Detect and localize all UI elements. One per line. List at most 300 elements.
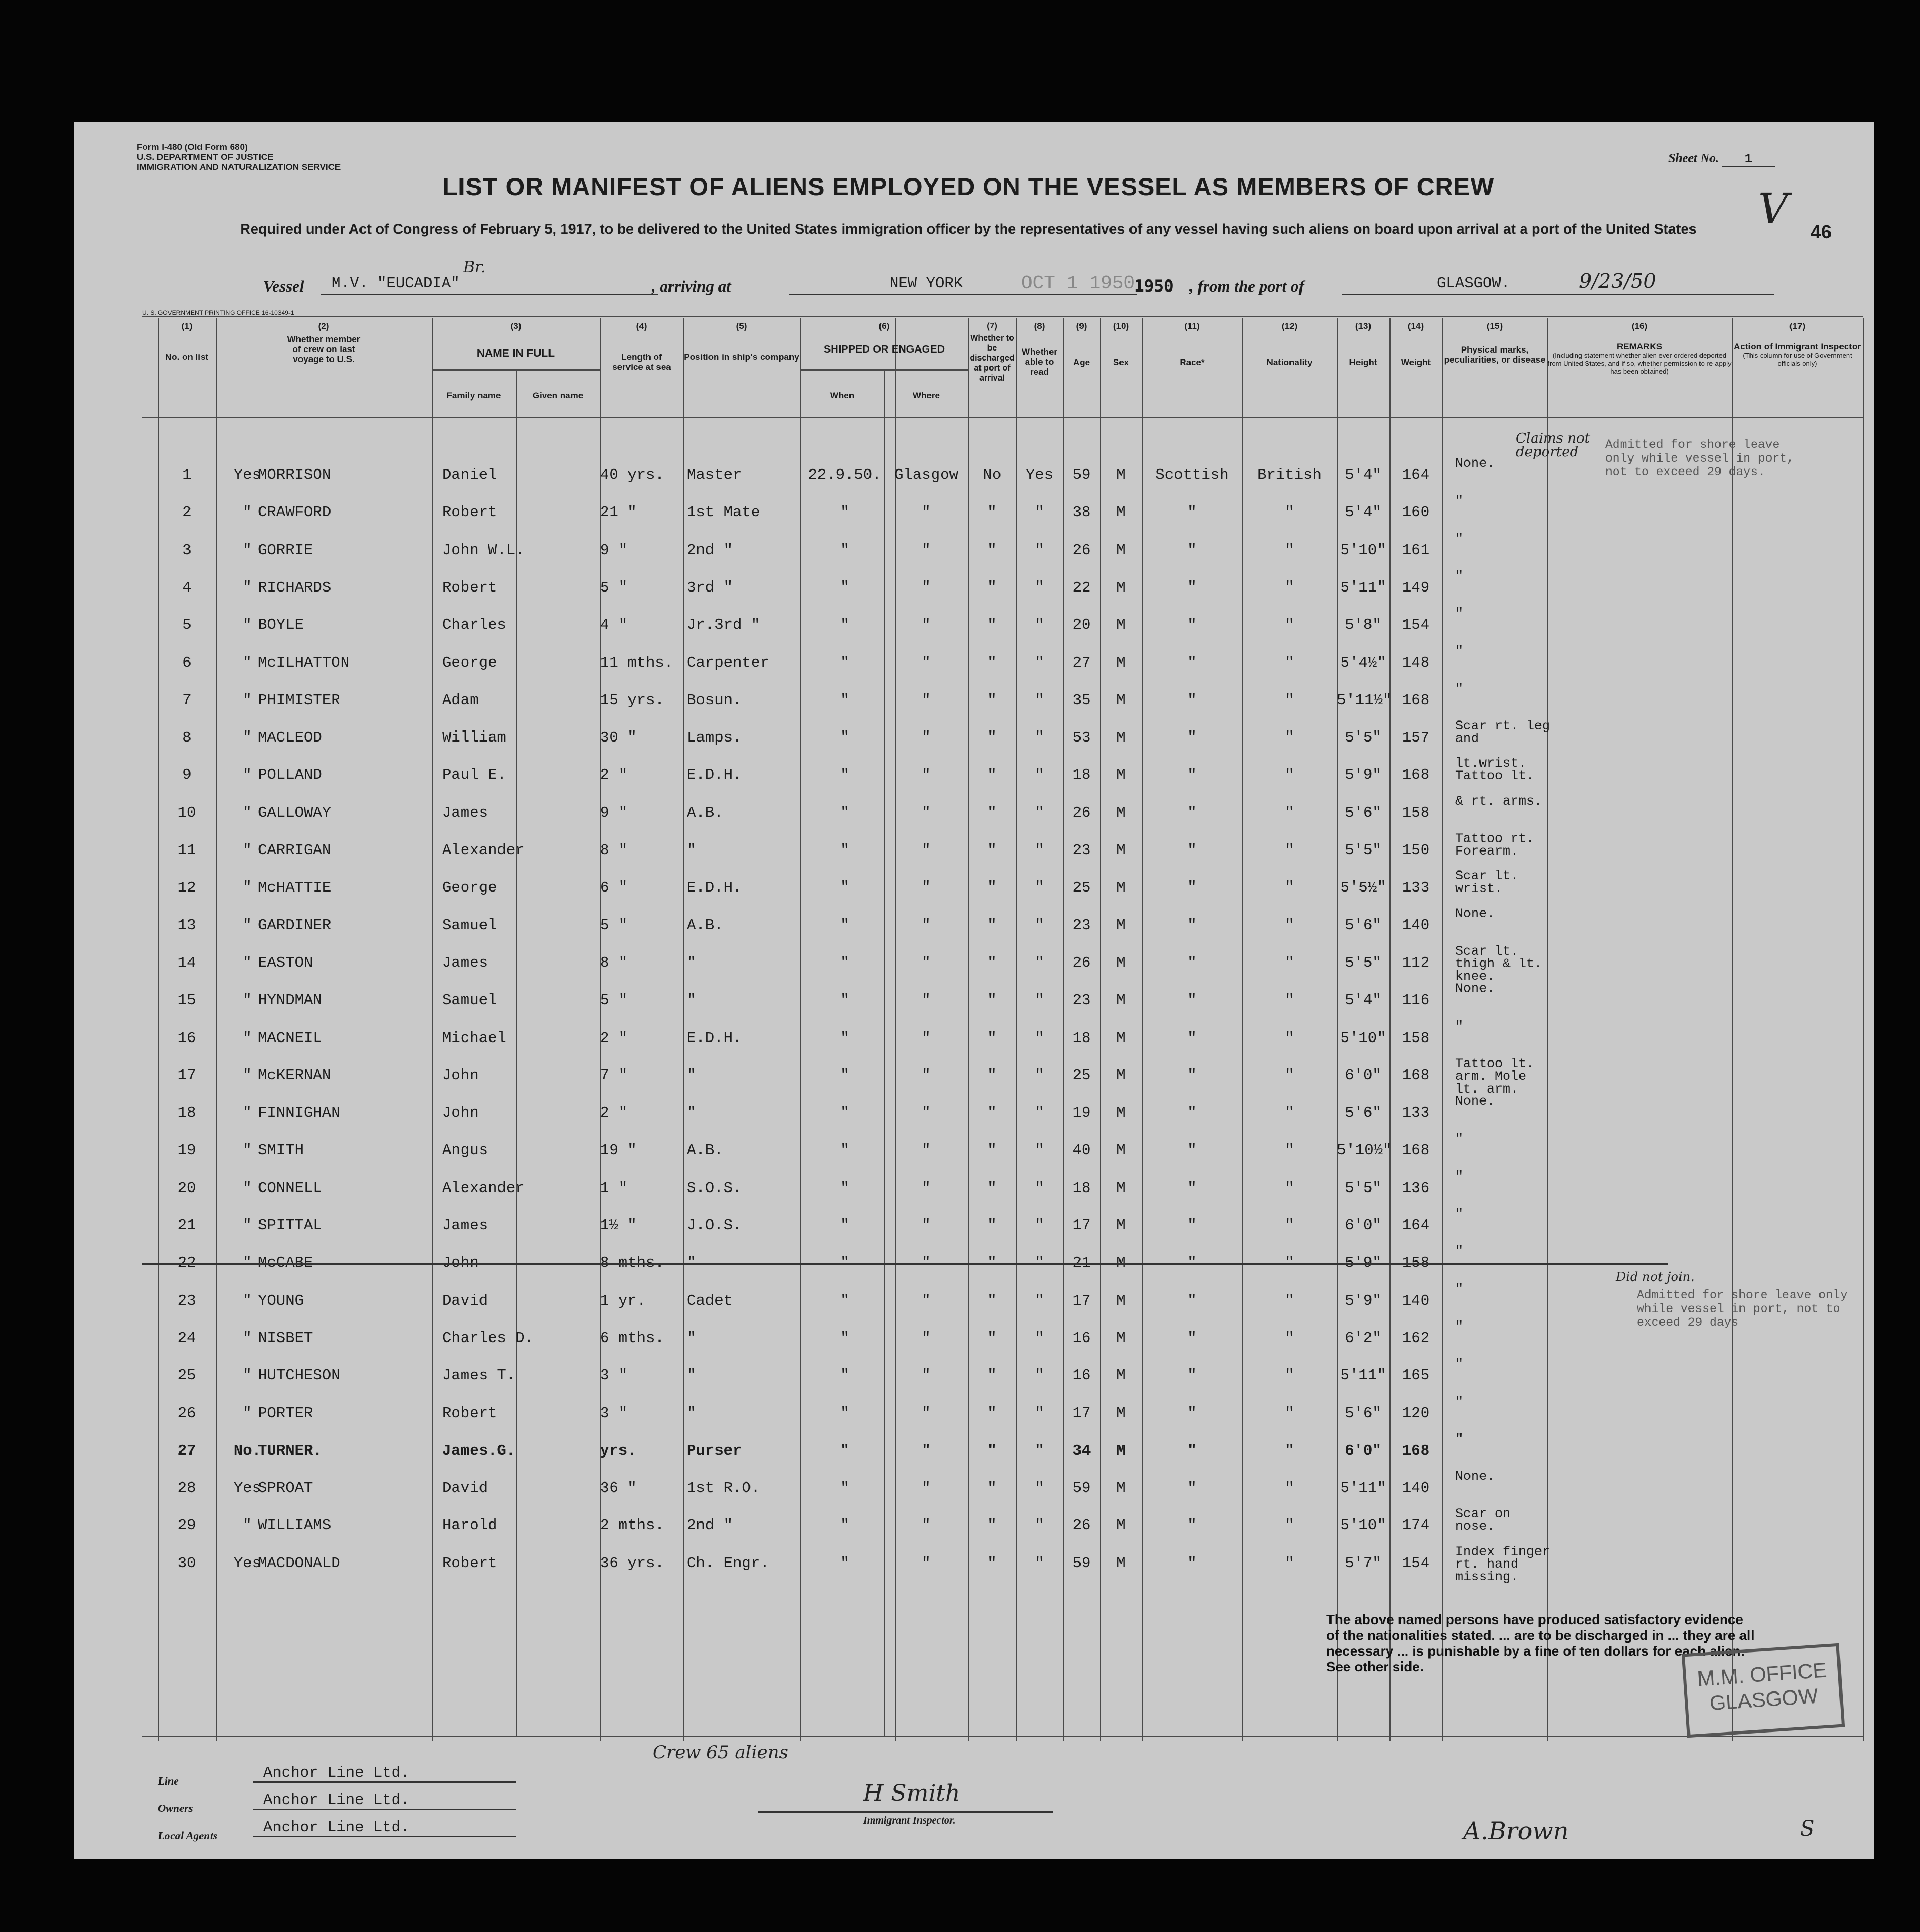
cell-physical-marks: & rt. arms. (1455, 794, 1543, 809)
cell-able-to-read: " (1035, 1292, 1044, 1309)
cell-length-of-service: 2 " (600, 766, 628, 784)
cell-sex: M (1116, 879, 1126, 896)
when-header: When (829, 391, 855, 401)
cell-physical-marks: " (1455, 1019, 1464, 1034)
cell-shipped-where: " (922, 504, 931, 521)
cell-discharged: " (987, 692, 997, 709)
cell-row-number: 23 (177, 1292, 196, 1309)
cell-age: 26 (1072, 1517, 1091, 1534)
cell-height: 5'10" (1340, 1517, 1386, 1534)
cell-row-number: 4 (182, 579, 192, 596)
cell-discharged: " (987, 542, 997, 559)
cell-weight: 168 (1402, 1142, 1430, 1159)
col-3-number: (3) (510, 321, 522, 331)
cell-shipped-when: " (840, 804, 849, 822)
cell-shipped-where: " (922, 1405, 931, 1422)
col-7-number: (7) (987, 322, 997, 331)
cell-shipped-when: " (840, 1555, 849, 1572)
cell-shipped-where: " (922, 692, 931, 709)
cell-nationality: " (1285, 1442, 1294, 1459)
form-identifier (137, 142, 341, 172)
col-15-header: Physical marks, peculiarities, or disease (1444, 345, 1546, 365)
cell-physical-marks: None. (1455, 456, 1495, 471)
cell-height: 5'4" (1345, 466, 1382, 484)
cell-race: " (1187, 1217, 1197, 1234)
cell-race: " (1187, 954, 1197, 972)
cell-shipped-when: " (840, 917, 849, 934)
cell-nationality: " (1285, 1367, 1294, 1384)
header-bottom-rule (142, 417, 1863, 418)
cell-length-of-service: 2 mths. (600, 1517, 664, 1534)
cell-position: Carpenter (687, 654, 769, 672)
vessel-name: M.V. "EUCADIA" (321, 275, 658, 295)
cell-family-name: PHIMISTER (258, 692, 341, 709)
document-title: LIST OR MANIFEST OF ALIENS EMPLOYED ON THE VESSEL AS MEMBERS OF CREW (442, 173, 1495, 201)
corner-mark: S (1800, 1817, 1815, 1841)
col-divider (1442, 318, 1443, 1741)
cell-last-voyage: " (243, 954, 252, 972)
cell-height: 5'7" (1345, 1555, 1382, 1572)
col-13-number: (13) (1355, 321, 1372, 331)
cell-length-of-service: 36 yrs. (600, 1555, 664, 1572)
cell-physical-marks: " (1455, 606, 1464, 621)
cell-last-voyage: " (243, 729, 252, 746)
col-9-number: (9) (1076, 321, 1087, 331)
cell-race: " (1187, 654, 1197, 672)
row-22-strikethrough (142, 1263, 1668, 1265)
cell-length-of-service: 4 " (600, 616, 628, 634)
cell-nationality: " (1285, 766, 1294, 784)
cell-row-number: 13 (177, 917, 196, 934)
cell-weight: 168 (1402, 1067, 1430, 1084)
cell-weight: 168 (1402, 692, 1430, 709)
cell-sex: M (1116, 504, 1126, 521)
cell-given-name: Robert (442, 579, 497, 596)
cell-weight: 133 (1402, 879, 1430, 896)
cell-given-name: Samuel (442, 917, 497, 934)
cell-shipped-where: " (922, 616, 931, 634)
agents-label: Local Agents (158, 1829, 217, 1842)
cell-discharged: " (987, 654, 997, 672)
col-divider (1863, 318, 1864, 1741)
cell-nationality: " (1285, 1104, 1294, 1122)
cell-given-name: James.G. (442, 1442, 516, 1459)
cell-race: " (1187, 842, 1197, 859)
cell-nationality: " (1285, 692, 1294, 709)
cell-able-to-read: " (1035, 504, 1044, 521)
cell-row-number: 7 (182, 692, 192, 709)
cell-physical-marks: Scar rt. leg and (1455, 718, 1551, 746)
cell-physical-marks: " (1455, 568, 1464, 584)
service-name: IMMIGRATION AND NATURALIZATION SERVICE (137, 162, 341, 172)
where-header: Where (913, 391, 940, 401)
cell-shipped-where: " (922, 1292, 931, 1309)
cell-weight: 168 (1402, 766, 1430, 784)
col-3-header: NAME IN FULL (476, 347, 555, 359)
col-11-number: (11) (1184, 321, 1200, 331)
cell-shipped-when: " (840, 1442, 849, 1459)
cell-nationality: " (1285, 542, 1294, 559)
cell-last-voyage: " (243, 1517, 252, 1534)
cell-shipped-where: " (922, 1104, 931, 1122)
cell-shipped-when: " (840, 1067, 849, 1084)
cell-shipped-when: " (840, 1254, 849, 1272)
cell-given-name: Robert (442, 504, 497, 521)
cell-nationality: " (1285, 1292, 1294, 1309)
cell-family-name: CARRIGAN (258, 842, 332, 859)
remarks-handwritten-row-22: Did not join. (1616, 1269, 1695, 1284)
family-name-header: Family name (446, 391, 501, 401)
cell-position: A.B. (687, 917, 724, 934)
cell-last-voyage: " (243, 1179, 252, 1197)
crew-count-note: Crew 65 aliens (653, 1742, 788, 1763)
cell-weight: 168 (1402, 1442, 1430, 1459)
cell-nationality: " (1285, 1254, 1294, 1272)
arrival-date-stamp: OCT 1 1950 (1021, 273, 1135, 294)
cell-shipped-when: " (840, 1029, 849, 1047)
cell-row-number: 5 (182, 616, 192, 634)
cell-physical-marks: Scar lt. thigh & lt. knee. (1455, 944, 1543, 984)
cell-sex: M (1116, 842, 1126, 859)
cell-race: " (1187, 542, 1197, 559)
cell-shipped-when: " (840, 1405, 849, 1422)
cell-last-voyage: " (243, 1029, 252, 1047)
col-divider (1732, 318, 1733, 1741)
cell-race: " (1187, 992, 1197, 1009)
cell-discharged: " (987, 842, 997, 859)
col-16-header: REMARKS (1617, 342, 1662, 352)
cell-given-name: Adam (442, 692, 479, 709)
cell-age: 34 (1072, 1442, 1091, 1459)
cell-family-name: HUTCHESON (258, 1367, 341, 1384)
cell-shipped-when: " (840, 992, 849, 1009)
cell-age: 26 (1072, 804, 1091, 822)
cell-nationality: " (1285, 879, 1294, 896)
cell-physical-marks: " (1455, 1169, 1464, 1184)
cell-shipped-where: " (922, 1367, 931, 1384)
cell-position: " (687, 1067, 696, 1084)
cell-age: 16 (1072, 1329, 1091, 1347)
cell-weight: 148 (1402, 654, 1430, 672)
cell-nationality: " (1285, 842, 1294, 859)
cell-discharged: No (983, 466, 1002, 484)
cell-discharged: " (987, 729, 997, 746)
cell-row-number: 25 (177, 1367, 196, 1384)
cell-height: 5'9" (1345, 1254, 1382, 1272)
cell-last-voyage: " (243, 692, 252, 709)
cell-row-number: 12 (177, 879, 196, 896)
cell-discharged: " (987, 1405, 997, 1422)
cell-length-of-service: 7 " (600, 1067, 628, 1084)
cell-physical-marks: Scar on nose. (1455, 1506, 1511, 1534)
col-9-header: Age (1073, 357, 1091, 367)
remarks-stamp-row-23: Admitted for shore leave only while vessel in port, not to exceed 29 days (1637, 1288, 1848, 1329)
cell-able-to-read: " (1035, 1329, 1044, 1347)
cell-shipped-where: " (922, 729, 931, 746)
cell-race: " (1187, 1367, 1197, 1384)
cell-age: 40 (1072, 1142, 1091, 1159)
cell-discharged: " (987, 1555, 997, 1572)
cell-row-number: 16 (177, 1029, 196, 1047)
remarks-handwritten-row-1: Claims not deported (1516, 431, 1591, 460)
cell-given-name: David (442, 1479, 488, 1497)
cell-position: J.O.S. (687, 1217, 742, 1234)
cell-last-voyage: " (243, 804, 252, 822)
cell-shipped-when: " (840, 654, 849, 672)
cell-row-number: 11 (177, 842, 196, 859)
cell-nationality: " (1285, 1329, 1294, 1347)
cell-position: " (687, 842, 696, 859)
cell-height: 6'0" (1345, 1067, 1382, 1084)
cell-length-of-service: 2 " (600, 1104, 628, 1122)
cell-shipped-where: " (922, 1517, 931, 1534)
cell-discharged: " (987, 992, 997, 1009)
cell-physical-marks: " (1455, 1131, 1464, 1146)
col-17-header: Action of Immigrant Inspector (1734, 342, 1861, 352)
cell-physical-marks: " (1455, 681, 1464, 696)
cell-height: 5'10" (1340, 1029, 1386, 1047)
cell-age: 23 (1072, 842, 1091, 859)
cell-family-name: MACDONALD (258, 1555, 341, 1572)
cell-shipped-when: " (840, 766, 849, 784)
cell-length-of-service: 3 " (600, 1405, 628, 1422)
cell-shipped-when: " (840, 504, 849, 521)
cell-discharged: " (987, 766, 997, 784)
cell-weight: 120 (1402, 1405, 1430, 1422)
cell-row-number: 9 (182, 766, 192, 784)
cell-given-name: Michael (442, 1029, 506, 1047)
cell-shipped-where: " (922, 1067, 931, 1084)
cell-weight: 164 (1402, 1217, 1430, 1234)
cell-age: 18 (1072, 1029, 1091, 1047)
cell-age: 26 (1072, 542, 1091, 559)
cell-position: " (687, 992, 696, 1009)
cell-age: 17 (1072, 1217, 1091, 1234)
cell-able-to-read: " (1035, 1517, 1044, 1534)
col-1-header: No. on list (165, 352, 209, 362)
cell-race: " (1187, 504, 1197, 521)
cell-shipped-where: " (922, 1254, 931, 1272)
cell-family-name: McKERNAN (258, 1067, 332, 1084)
cell-sex: M (1116, 1292, 1126, 1309)
cell-able-to-read: " (1035, 1217, 1044, 1234)
cell-physical-marks: " (1455, 1206, 1464, 1222)
cell-position: Master (687, 466, 742, 484)
cell-discharged: " (987, 804, 997, 822)
vessel-label: Vessel (263, 277, 304, 295)
cell-race: " (1187, 1555, 1197, 1572)
col-16-number: (16) (1631, 321, 1648, 331)
cell-given-name: George (442, 879, 497, 896)
cell-sex: M (1116, 542, 1126, 559)
cell-position: 2nd " (687, 1517, 733, 1534)
cell-position: 1st Mate (687, 504, 761, 521)
cell-shipped-when: " (840, 1517, 849, 1534)
agents-value: Anchor Line Ltd. (253, 1819, 516, 1837)
cell-family-name: MACLEOD (258, 729, 322, 746)
cell-weight: 158 (1402, 804, 1430, 822)
cell-physical-marks: " (1455, 493, 1464, 508)
cell-last-voyage: " (243, 917, 252, 934)
cell-able-to-read: " (1035, 879, 1044, 896)
col-17-number: (17) (1789, 321, 1806, 331)
cell-sex: M (1116, 692, 1126, 709)
cell-physical-marks: " (1455, 1319, 1464, 1334)
cell-discharged: " (987, 1292, 997, 1309)
given-name-header: Given name (532, 391, 584, 401)
cell-weight: 140 (1402, 917, 1430, 934)
cell-height: 5'11" (1340, 579, 1386, 596)
cell-shipped-where: " (922, 879, 931, 896)
cell-family-name: GALLOWAY (258, 804, 332, 822)
cell-family-name: MACNEIL (258, 1029, 322, 1047)
col-16-note: (Including statement whether alien ever ordered deported from United States, and if so, whether permission to re-apply has been obtained) (1547, 352, 1732, 375)
cell-weight: 158 (1402, 1254, 1430, 1272)
cell-physical-marks: " (1455, 1244, 1464, 1259)
cell-discharged: " (987, 917, 997, 934)
col-8-number: (8) (1034, 321, 1045, 331)
col-divider (432, 318, 433, 1741)
cell-sex: M (1116, 954, 1126, 972)
cell-shipped-where: Glasgow (894, 466, 958, 484)
cell-shipped-when: " (840, 542, 849, 559)
cell-length-of-service: 1 " (600, 1179, 628, 1197)
cell-last-voyage: " (243, 1067, 252, 1084)
cell-length-of-service: 5 " (600, 992, 628, 1009)
cell-nationality: " (1285, 1142, 1294, 1159)
cell-given-name: John (442, 1104, 479, 1122)
cell-given-name: George (442, 654, 497, 672)
cell-position: Lamps. (687, 729, 742, 746)
cell-height: 5'5" (1345, 1179, 1382, 1197)
cell-discharged: " (987, 1142, 997, 1159)
nationality-stamp: The above named persons have produced satisfactory evidence of the nationalities stated. ... are to be discharged in ... they are all necessary ... is punishable by a fine of ten dollars for each alien. See other side. (1326, 1611, 1755, 1675)
cell-age: 19 (1072, 1104, 1091, 1122)
cell-weight: 136 (1402, 1179, 1430, 1197)
cell-sex: M (1116, 1254, 1126, 1272)
cell-shipped-when: " (840, 842, 849, 859)
cell-race: " (1187, 1329, 1197, 1347)
cell-able-to-read: " (1035, 1405, 1044, 1422)
cell-nationality: " (1285, 1517, 1294, 1534)
cell-race: " (1187, 692, 1197, 709)
cell-race: " (1187, 1517, 1197, 1534)
cell-family-name: CRAWFORD (258, 504, 332, 521)
cell-weight: 157 (1402, 729, 1430, 746)
cell-length-of-service: 19 " (600, 1142, 637, 1159)
cell-nationality: " (1285, 954, 1294, 972)
check-mark: V (1758, 184, 1788, 233)
cell-family-name: RICHARDS (258, 579, 332, 596)
cell-nationality: " (1285, 1405, 1294, 1422)
cell-sex: M (1116, 1217, 1126, 1234)
cell-position: 1st R.O. (687, 1479, 761, 1497)
cell-shipped-when: " (840, 579, 849, 596)
cell-height: 5'5" (1345, 954, 1382, 972)
cell-race: " (1187, 1179, 1197, 1197)
cell-position: A.B. (687, 804, 724, 822)
cell-shipped-where: " (922, 1555, 931, 1572)
col-10-number: (10) (1113, 321, 1129, 331)
cell-race: " (1187, 1405, 1197, 1422)
cell-weight: 112 (1402, 954, 1430, 972)
col-17-note: (This column for use of Government officials only) (1743, 352, 1852, 367)
cell-able-to-read: " (1035, 654, 1044, 672)
cell-physical-marks: Index finger rt. hand missing. (1455, 1544, 1551, 1585)
cell-given-name: John (442, 1067, 479, 1084)
cell-row-number: 17 (177, 1067, 196, 1084)
col-14-number: (14) (1407, 321, 1424, 331)
cell-physical-marks: None. (1455, 1094, 1495, 1109)
cell-length-of-service: 3 " (600, 1367, 628, 1384)
office-stamp: M.M. OFFICE GLASGOW (1682, 1643, 1845, 1738)
cell-last-voyage: Yes (233, 1479, 262, 1497)
cell-race: " (1187, 1479, 1197, 1497)
cell-age: 22 (1072, 579, 1091, 596)
cell-physical-marks: Tattoo lt. arm. Mole lt. arm. (1455, 1056, 1535, 1097)
cell-able-to-read: " (1035, 1479, 1044, 1497)
cell-sex: M (1116, 1329, 1126, 1347)
cell-age: 23 (1072, 992, 1091, 1009)
cell-race: Scottish (1155, 466, 1229, 484)
sheet-number-label: Sheet No. (1668, 152, 1719, 165)
cell-given-name: Daniel (442, 466, 497, 484)
page-number: 46 (1811, 221, 1832, 243)
cell-shipped-when: " (840, 616, 849, 634)
cell-last-voyage: " (243, 579, 252, 596)
cell-shipped-where: " (922, 766, 931, 784)
cell-weight: 154 (1402, 616, 1430, 634)
cell-age: 27 (1072, 654, 1091, 672)
cell-family-name: McCABE (258, 1254, 313, 1272)
inspector-signature-line (758, 1811, 1053, 1813)
cell-length-of-service: 8 mths. (600, 1254, 664, 1272)
cell-given-name: James (442, 1217, 488, 1234)
cell-shipped-when: " (840, 879, 849, 896)
cell-row-number: 18 (177, 1104, 196, 1122)
cell-row-number: 30 (177, 1555, 196, 1572)
cell-nationality: " (1285, 1217, 1294, 1234)
cell-family-name: SPROAT (258, 1479, 313, 1497)
cell-given-name: Angus (442, 1142, 488, 1159)
cell-family-name: McHATTIE (258, 879, 332, 896)
cell-shipped-where: " (922, 917, 931, 934)
col-4-header: Length of service at sea (612, 352, 671, 372)
cell-nationality: " (1285, 579, 1294, 596)
cell-given-name: James (442, 804, 488, 822)
cell-height: 5'4" (1345, 992, 1382, 1009)
cell-race: " (1187, 1254, 1197, 1272)
cell-given-name: Samuel (442, 992, 497, 1009)
cell-discharged: " (987, 1367, 997, 1384)
cell-family-name: MORRISON (258, 466, 332, 484)
cell-shipped-when: " (840, 954, 849, 972)
cell-height: 5'11½" (1337, 692, 1392, 709)
cell-discharged: " (987, 616, 997, 634)
cell-position: A.B. (687, 1142, 724, 1159)
cell-age: 53 (1072, 729, 1091, 746)
cell-race: " (1187, 1104, 1197, 1122)
cell-age: 18 (1072, 1179, 1091, 1197)
agent-signature: A.Brown (1463, 1817, 1569, 1845)
cell-last-voyage: " (243, 542, 252, 559)
cell-weight: 165 (1402, 1367, 1430, 1384)
owners-value: Anchor Line Ltd. (253, 1791, 516, 1810)
cell-height: 5'11" (1340, 1367, 1386, 1384)
col-13-header: Height (1349, 357, 1377, 367)
cell-nationality: " (1285, 917, 1294, 934)
flag-mark: Br. (463, 258, 486, 276)
